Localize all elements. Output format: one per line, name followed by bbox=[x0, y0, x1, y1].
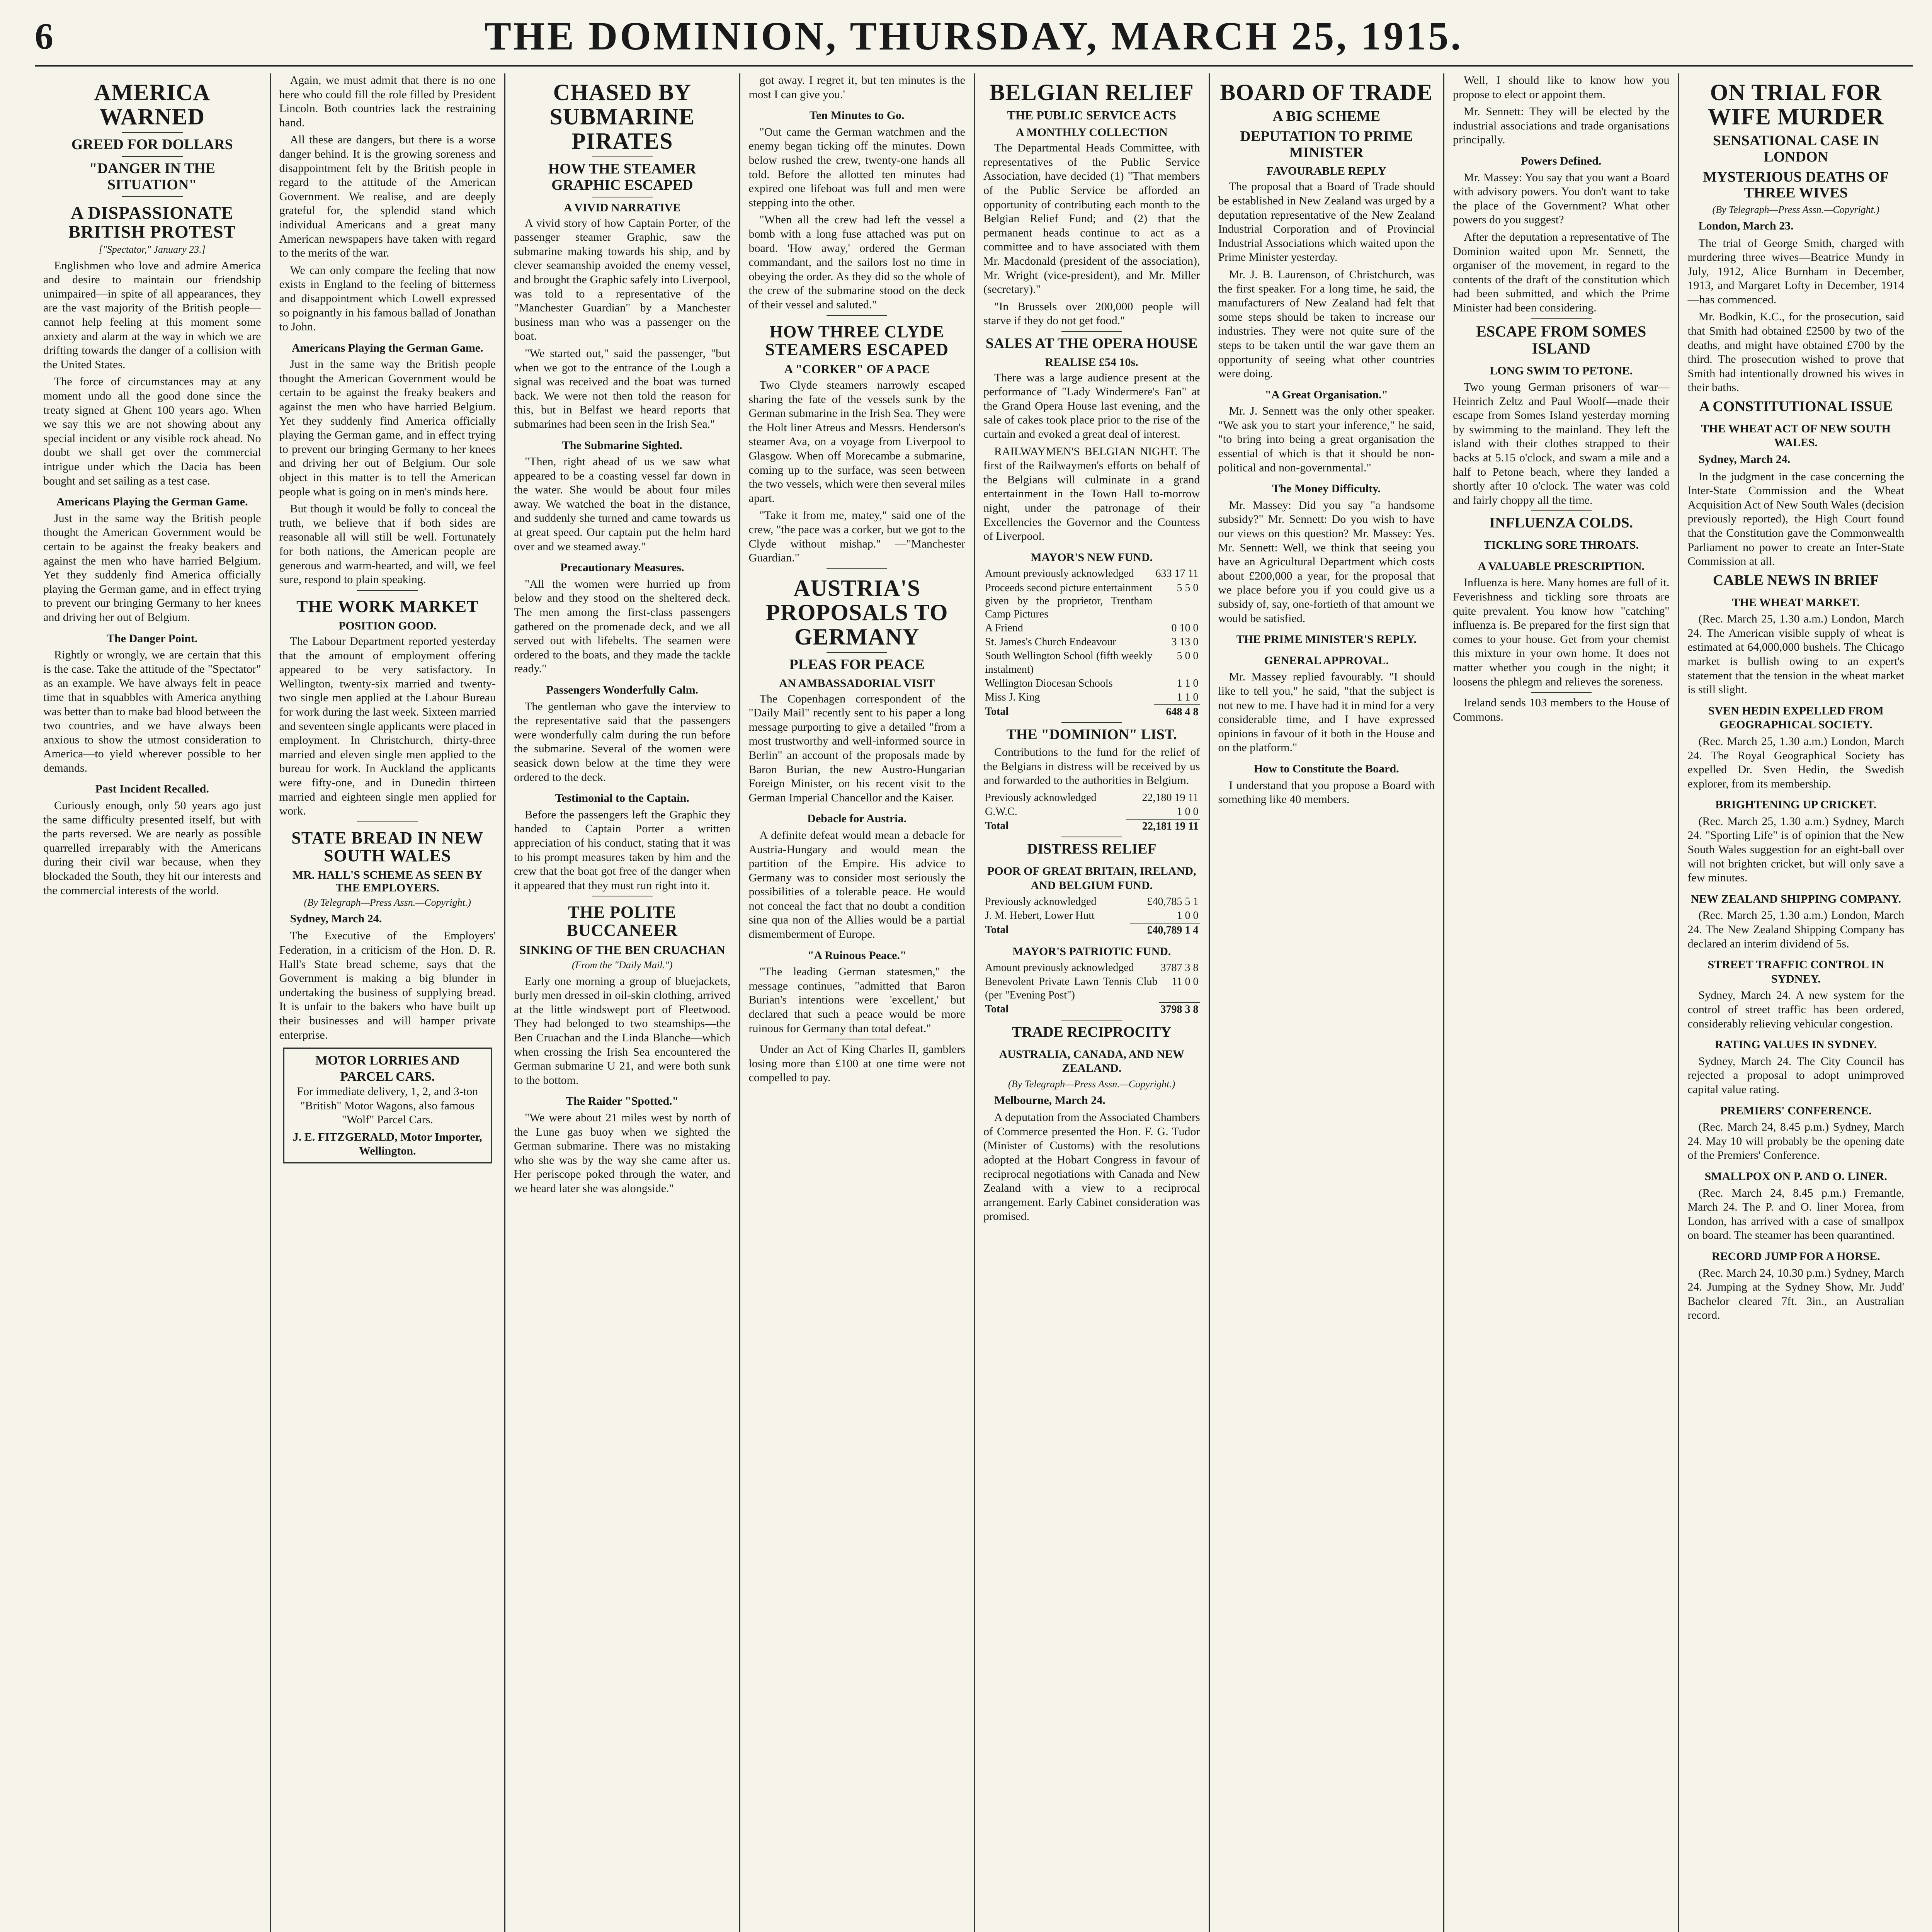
ad-signature: J. E. FITZGERALD, Motor Importer, Wellington. bbox=[293, 1130, 482, 1158]
fund-table bbox=[983, 961, 1200, 1017]
subheadline-corker: A "CORKER" OF A PACE bbox=[784, 362, 930, 376]
subheadline-three-wives: MYSTERIOUS DEATHS OF THREE WIVES bbox=[1703, 168, 1889, 201]
paragraph: Two Clyde steamers narrowly escaped sharing the fate of the vessels sunk by the German submarine in the Irish Sea. They were the Holt liner Atreus and Messrs. Henderson's steamer Ava, on a voyage from Liverpool to Glasgow. When off Morecambe a submarine, coming up to the surface, was seen between the two vessels, which were then several miles apart. bbox=[748, 379, 965, 505]
section-subhead: Americans Playing the German Game. bbox=[56, 495, 248, 509]
fund-row bbox=[983, 567, 1200, 581]
paragraph: Early one morning a group of bluejackets, burly men dressed in oil-skin clothing, arrived at the little windswept port of Fleetwood. They had belonged to two steamships—the Ben Cruachan and the Linda Blanche—which when crossing the Irish Sea encountered the German submarine U 21, and were both sunk to the bottom. bbox=[514, 975, 731, 1087]
fund-label: Previously acknowledged bbox=[985, 791, 1097, 804]
paragraph: Just in the same way the British people thought the American Government would be certain to be against the freaky beakers and against the men who have harried Belgium. Yet they suddenly find America officially playing the German game, and in effect trying to prevent our bringing Germany to her knees and driving her out of Belgium. bbox=[43, 512, 261, 624]
paragraph: Mr. Bodkin, K.C., for the prosecution, said that Smith had obtained £2500 by two of the deaths, and might have obtained £700 by the third. The prosecution wished to prove that Smith had intentionally drowned his wives in their baths. bbox=[1687, 310, 1904, 394]
ad-title: MOTOR LORRIES AND PARCEL CARS. bbox=[315, 1053, 460, 1084]
section-subhead: The Danger Point. bbox=[107, 632, 198, 645]
fund-row bbox=[983, 909, 1200, 923]
fund-label: St. James's Church Endeavour bbox=[985, 636, 1116, 648]
subheadline-long-swim: LONG SWIM TO PETONE. bbox=[1490, 364, 1633, 377]
fund-title: MAYOR'S PATRIOTIC FUND. bbox=[1012, 945, 1171, 958]
divider bbox=[122, 156, 183, 157]
fund-amount: 3787 3 8 bbox=[1160, 962, 1199, 974]
paragraph: "Then, right ahead of us we saw what appeared to be a coasting vessel far down in the water. She would be about four miles away. We watched the boat in the distance, and suddenly she turned and came towards us at great speed. Our captain put the helm hard over and we steamed away." bbox=[514, 455, 731, 553]
headline-america-warned: AMERICA WARNED bbox=[94, 80, 210, 129]
paragraph: Again, we must admit that there is no one here who could fill the role filled by President Lincoln. Both countries lack the restraining hand. bbox=[279, 74, 496, 129]
paragraph: A definite defeat would mean a debacle for Austria-Hungary and would mean the partition of the Empire. His advice to Germany was to consider most seriously the possibilities of a tolerable peace. He would not conceal the fact that no doubt a condition sine qua non of the Allies would be a partial dismemberment of Europe. bbox=[748, 828, 965, 941]
fund-amount: 3 13 0 bbox=[1171, 636, 1199, 648]
fund-row bbox=[983, 975, 1200, 1002]
headline-clyde-steamers: HOW THREE CLYDE STEAMERS ESCAPED bbox=[765, 322, 949, 359]
subheadline-pleas-peace: PLEAS FOR PEACE bbox=[789, 656, 925, 673]
dateline: Melbourne, March 24. bbox=[994, 1094, 1105, 1107]
fund-row bbox=[983, 895, 1200, 909]
subheadline-favourable: FAVOURABLE REPLY bbox=[1266, 165, 1386, 178]
paragraph: Influenza is here. Many homes are full of it. Feverishness and tickling sore throats are quite prevalent. You know how "catching" influenza is. Be prepared for the first sign that comes to your house. Get from your chemist this mixture in your own home. It does not matter whether you cough in the night; it loosens the phlegm and relieves the soreness. bbox=[1453, 576, 1670, 688]
paragraph: Just in the same way the British people thought the American Government would be certain to be against the freaky beakers and against the men who have harried Belgium. Yet they suddenly find America officially playing the German game, and in effect trying to prevent our bringing Germany to her knees and driving her out of Belgium. Our sole object in this matter is to tell the American people what is going on in men's minds here. bbox=[279, 358, 496, 498]
headline-work-market: THE WORK MARKET bbox=[296, 597, 479, 616]
headline-dominion-list: THE "DOMINION" LIST. bbox=[1006, 726, 1177, 743]
column-1 bbox=[35, 73, 270, 1932]
paragraph: (Rec. March 24, 8.45 p.m.) Fremantle, March 24. The P. and O. liner Morea, from London, has arrived with a case of smallpox on board. The steamer has been quarantined. bbox=[1687, 1186, 1904, 1242]
paragraph: Before the passengers left the Graphic they handed to Captain Porter a written appreciation of his conduct, stating that it was to his prompt measures taken by him and the crew that the boat got free of the danger when it appeared that they must run right into it. bbox=[514, 808, 731, 892]
paragraph: (Rec. March 24, 8.45 p.m.) Sydney, March 24. May 10 will probably be the opening date of the Premiers' Conference. bbox=[1687, 1121, 1904, 1162]
paragraph: Mr. Massey: Did you say "a handsome subsidy?" Mr. Sennett: Do you wish to have our views on this question? Mr. Massey: Yes. Mr. Sennett: Well, we think that seeing you have an Agricultural Department which costs about £200,000 a year, for the proposal that we place before you if you could give us a subsidy of, say, one-fortieth of that amount we would be satisfied. bbox=[1218, 498, 1435, 625]
divider bbox=[1531, 318, 1592, 319]
paragraph: We can only compare the feeling that now exists in England to the feeling of bitterness and disappointment which Lowell expressed so poignantly in his famous ballad of Jonathan to John. bbox=[279, 264, 496, 333]
subheadline-narrative: A VIVID NARRATIVE bbox=[564, 201, 681, 214]
subheadline-wheat-act: THE WHEAT ACT OF NEW SOUTH WALES. bbox=[1701, 422, 1891, 449]
subheadline-big-scheme: A BIG SCHEME bbox=[1272, 108, 1381, 124]
headline-wife-murder: ON TRIAL FOR WIFE MURDER bbox=[1708, 80, 1884, 129]
fund-amount: 22,180 19 11 bbox=[1142, 791, 1199, 804]
article-source: ["Spectator," January 23.] bbox=[99, 243, 206, 255]
cable-subhead: BRIGHTENING UP CRICKET. bbox=[1715, 798, 1877, 811]
paragraph: got away. I regret it, but ten minutes is the most I can give you.' bbox=[748, 74, 965, 101]
paragraph: "In Brussels over 200,000 people will starve if they do not get food." bbox=[983, 300, 1200, 327]
headline-polite-buccaneer: THE POLITE BUCCANEER bbox=[566, 903, 678, 940]
fund-row bbox=[983, 819, 1200, 833]
dateline: London, March 23. bbox=[1698, 219, 1794, 232]
fund-amount: £40,789 1 4 bbox=[1130, 923, 1200, 937]
fund-amount: 633 17 11 bbox=[1155, 568, 1199, 580]
column-7 bbox=[1443, 73, 1678, 1932]
fund-table bbox=[983, 895, 1200, 937]
column-4 bbox=[739, 73, 974, 1932]
byline: (By Telegraph—Press Assn.—Copyright.) bbox=[1008, 1078, 1175, 1090]
column-6 bbox=[1209, 73, 1444, 1932]
paragraph: "Out came the German watchmen and the enemy began ticking off the minutes. Down below rushed the crew, twenty-one hands all told. Before the allotted ten minutes had expired one lifeboat was full and men were stepping into the other. bbox=[748, 125, 965, 209]
subheadline-sensational: SENSATIONAL CASE IN LONDON bbox=[1713, 133, 1879, 165]
paragraph: But though it would be folly to conceal the truth, we believe that if both sides are reasonable all will still be well. Fortunately for both nations, the American people are generous and warm-hearted, and will, we feel sure, respond to plain speaking. bbox=[279, 502, 496, 586]
subheadline-poor-fund: POOR OF GREAT BRITAIN, IRELAND, AND BELGIUM FUND. bbox=[987, 864, 1196, 892]
byline: (By Telegraph—Press Assn.—Copyright.) bbox=[1712, 204, 1879, 216]
headline-cable-news: CABLE NEWS IN BRIEF bbox=[1713, 572, 1879, 588]
subheadline-position: POSITION GOOD. bbox=[338, 619, 437, 632]
paragraph: Ireland sends 103 members to the House of Commons. bbox=[1453, 696, 1670, 723]
headline-somes-island: ESCAPE FROM SOMES ISLAND bbox=[1476, 322, 1646, 357]
fund-amount: 1 1 0 bbox=[1177, 677, 1199, 689]
paragraph: A vivid story of how Captain Porter, of the passenger steamer Graphic, saw the submarine making towards his ship, and by clever seamanship avoided the enemy vessel, and brought the Graphic safely into Liverpool, was told to a representative of the "Manchester Guardian" by a Manchester business man who was a passenger on the boat. bbox=[514, 216, 731, 343]
subheadline-danger: "DANGER IN THE SITUATION" bbox=[89, 160, 216, 193]
fund-table bbox=[983, 791, 1200, 833]
headline-constitutional: A CONSTITUTIONAL ISSUE bbox=[1699, 398, 1893, 415]
subheadline-public-service: THE PUBLIC SERVICE ACTS bbox=[1007, 108, 1176, 122]
section-subhead: Past Incident Recalled. bbox=[95, 782, 209, 796]
paragraph: Englishmen who love and admire America and desire to maintain our friendship unimpaired—in spite of all appearances, they are the vast majority of the British people—cannot help feeling at this moment some anxiety and alarm at the way in which we are drifting towards the danger of a collision with the United States. bbox=[43, 259, 261, 371]
section-subhead: "A Great Organisation." bbox=[1265, 388, 1388, 401]
fund-label: Total bbox=[985, 820, 1009, 832]
subheadline-protest: A DISPASSIONATE BRITISH PROTEST bbox=[68, 203, 236, 242]
divider bbox=[122, 196, 183, 197]
advertisement-motor-lorries bbox=[283, 1048, 492, 1163]
paragraph: "We were about 21 miles west by north of the Lune gas buoy when we sighted the German submarine. There was no mistaking who she was by the way she came after us. Her periscope poked through the water, and we heard later she was alongside." bbox=[514, 1111, 731, 1195]
fund-row bbox=[983, 581, 1200, 621]
subheadline-greed: GREED FOR DOLLARS bbox=[71, 136, 233, 153]
divider bbox=[592, 156, 653, 157]
fund-row bbox=[983, 1002, 1200, 1017]
paragraph: Mr. Sennett: They will be elected by the industrial associations and trade organisations principally. bbox=[1453, 105, 1670, 146]
paragraph: Mr. J. Sennett was the only other speaker. "We ask you to start your inference," he said, "to bring into being a great organisation the essential of which is that it should be non-political and non-governmental." bbox=[1218, 405, 1435, 474]
fund-amount: 22,181 19 11 bbox=[1126, 819, 1200, 833]
divider bbox=[1531, 510, 1592, 511]
byline: (From the "Daily Mail.") bbox=[571, 959, 673, 971]
paragraph: (Rec. March 25, 1.30 a.m.) London, March 24. The Royal Geographical Society has expelled Dr. Sven Hedin, the Swedish explorer, from its membership. bbox=[1687, 735, 1904, 790]
paragraph: Two young German prisoners of war—Heinrich Zeltz and Paul Woolf—made their escape from Somes Island yesterday morning by swimming to the mainland. They left the island with their clothes strapped to their backs at 5.15 o'clock, and swam a mile and a half to Petone beach, where they landed a shortly after 10 o'clock. The water was cold and fairly choppy all the time. bbox=[1453, 381, 1670, 507]
section-subhead: THE PRIME MINISTER'S REPLY. bbox=[1236, 633, 1417, 646]
column-2 bbox=[270, 73, 505, 1932]
fund-label: G.W.C. bbox=[985, 805, 1017, 818]
cable-subhead: NEW ZEALAND SHIPPING COMPANY. bbox=[1690, 892, 1901, 905]
fund-label: A Friend bbox=[985, 622, 1023, 634]
paragraph: The force of circumstances may at any moment undo all the good done since the treaty signed at Ghent 100 years ago. When we say this we are not showing about any special incident or any visible rock ahead. No doubt we shall get over the commercial intrigue under which the Dacia has been bought and set sailing as a test case. bbox=[43, 375, 261, 487]
paragraph: (Rec. March 25, 1.30 a.m.) London, March 24. The American visible supply of wheat is estimated at 64,000,000 bushels. The Chicago market is bullish owing to an expert's statement that the tension in the wheat market is still slight. bbox=[1687, 612, 1904, 696]
section-subhead: The Submarine Sighted. bbox=[562, 439, 682, 452]
fund-amount: 5 5 0 bbox=[1177, 582, 1199, 594]
paragraph: The proposal that a Board of Trade should be established in New Zealand was urged by a deputation representative of the New Zealand Industrial Corporation and of Provincial Industrial Associations which waited upon the Prime Minister yesterday. bbox=[1218, 180, 1435, 264]
divider bbox=[827, 652, 887, 653]
byline: (By Telegraph—Press Assn.—Copyright.) bbox=[304, 897, 471, 908]
paragraph: Sydney, March 24. The City Council has rejected a proposal to adopt unimproved capital value rating. bbox=[1687, 1054, 1904, 1096]
paragraph: (Rec. March 25, 1.30 a.m.) London, March 24. The New Zealand Shipping Company has declared an interim dividend of 5s. bbox=[1687, 909, 1904, 950]
masthead bbox=[35, 7, 1913, 67]
section-subhead: Americans Playing the German Game. bbox=[291, 341, 483, 354]
paragraph: Mr. Massey replied favourably. "I should like to tell you," he said, "that the subject is not new to me. I have had it in mind for a very considerable time, and I have expressed opinions in favour of it both in the House and on the platform." bbox=[1218, 670, 1435, 754]
paragraph: Mr. Massey: You say that you want a Board with advisory powers. You don't want to take the place of the Government? What other powers do you suggest? bbox=[1453, 171, 1670, 226]
fund-amount: 1 0 0 bbox=[1177, 805, 1199, 818]
section-subhead: Powers Defined. bbox=[1521, 154, 1602, 167]
fund-label: Amount previously acknowledged bbox=[985, 568, 1134, 580]
subheadline-australia-canada: AUSTRALIA, CANADA, AND NEW ZEALAND. bbox=[999, 1048, 1184, 1075]
fund-label: Miss J. King bbox=[985, 691, 1040, 703]
subheadline-sore-throats: TICKLING SORE THROATS. bbox=[1483, 539, 1639, 552]
headline-influenza: INFLUENZA COLDS. bbox=[1489, 515, 1633, 531]
page-number: 6 bbox=[35, 15, 53, 57]
cable-subhead: SVEN HEDIN EXPELLED FROM GEOGRAPHICAL SOCIETY. bbox=[1708, 704, 1884, 731]
paragraph: The gentleman who gave the interview to the representative said that the passengers were wonderfully calm during the run before the submarine. Several of the women were seasick down below at the time they were ordered to the deck. bbox=[514, 700, 731, 784]
divider bbox=[1531, 692, 1592, 693]
paragraph: (Rec. March 25, 1.30 a.m.) Sydney, March 24. "Sporting Life" is of opinion that the New South Wales suggestion for an eight-ball over will not brighten cricket, but will only save a few minutes. bbox=[1687, 815, 1904, 884]
fund-amount: 11 0 0 bbox=[1172, 976, 1199, 988]
section-subhead: "A Ruinous Peace." bbox=[807, 949, 906, 962]
section-subhead: Precautionary Measures. bbox=[560, 561, 684, 574]
fund-label: Wellington Diocesan Schools bbox=[985, 677, 1113, 689]
paragraph: Well, I should like to know how you propose to elect or appoint them. bbox=[1453, 74, 1670, 101]
divider bbox=[357, 821, 418, 822]
paragraph: After the deputation a representative of The Dominion waited upon Mr. Sennett, the organiser of the movement, in regard to the contents of the draft of the constitution which had been submitted, and which the Prime Minister had been considering. bbox=[1453, 230, 1670, 314]
dateline: Sydney, March 24. bbox=[290, 912, 382, 925]
ad-text: For immediate delivery, 1, 2, and 3-ton "British" Motor Wagons, also famous "Wolf" Parcel Cars. bbox=[297, 1085, 478, 1126]
section-subhead: Testimonial to the Captain. bbox=[555, 792, 689, 805]
subheadline-bread: MR. HALL'S SCHEME AS SEEN BY THE EMPLOYERS. bbox=[292, 869, 483, 895]
section-subhead: Debacle for Austria. bbox=[807, 812, 907, 825]
fund-label: Proceeds second picture entertainment given by the proprietor, Trentham Camp Pictures bbox=[985, 582, 1153, 620]
fund-row bbox=[983, 635, 1200, 649]
newspaper-title: THE DOMINION, THURSDAY, MARCH 25, 1915. bbox=[484, 14, 1463, 58]
subheadline-deputation: DEPUTATION TO PRIME MINISTER bbox=[1240, 128, 1413, 161]
subheadline-monthly: A MONTHLY COLLECTION bbox=[1015, 126, 1168, 139]
divider bbox=[827, 315, 887, 316]
paragraph: "The leading German statesmen," the message continues, "admitted that Baron Burian's intentions were 'excellent,' but declared that such a peace would be more ruinous for Germany than total defeat." bbox=[748, 965, 965, 1035]
headline-distress-relief: DISTRESS RELIEF bbox=[1027, 841, 1156, 857]
fund-amount: 3798 3 8 bbox=[1159, 1002, 1200, 1017]
section-subhead: Ten Minutes to Go. bbox=[809, 109, 905, 122]
column-8 bbox=[1678, 73, 1913, 1932]
fund-label: Total bbox=[985, 1003, 1009, 1015]
paragraph: "Take it from me, matey," said one of the crew, "the pace was a corker, but we got to the Clyde without mishap." —"Manchester Guardian." bbox=[748, 509, 965, 565]
column-3 bbox=[504, 73, 739, 1932]
paragraph: "All the women were hurried up from below and they stood on the sheltered deck. The men among the first-class passengers gathered on the promenade deck, and we all served out with lifebelts. The seamen were ordered to the boats, and they made the tackle ready." bbox=[514, 577, 731, 675]
divider bbox=[357, 590, 418, 591]
page-columns bbox=[35, 73, 1913, 1932]
fund-amount: 1 1 0 bbox=[1177, 691, 1199, 703]
subheadline-graphic: HOW THE STEAMER GRAPHIC ESCAPED bbox=[548, 161, 696, 193]
divider bbox=[827, 568, 887, 569]
fund-row bbox=[983, 649, 1200, 676]
cable-subhead: STREET TRAFFIC CONTROL IN SYDNEY. bbox=[1708, 958, 1884, 985]
headline-board-of-trade: BOARD OF TRADE bbox=[1220, 80, 1433, 105]
paragraph: Sydney, March 24. A new system for the control of street traffic has been ordered, considerably relieving vehicular congestion. bbox=[1687, 989, 1904, 1030]
headline-state-bread: STATE BREAD IN NEW SOUTH WALES bbox=[291, 828, 484, 865]
fund-row bbox=[983, 923, 1200, 937]
cable-subhead: RECORD JUMP FOR A HORSE. bbox=[1711, 1250, 1880, 1263]
paragraph: (Rec. March 24, 10.30 p.m.) Sydney, March 24. Jumping at the Sydney Show, Mr. Judd' Bachelor cleared 7ft. 3in., an Australian record. bbox=[1687, 1266, 1904, 1322]
paragraph: Under an Act of King Charles II, gamblers losing more than £100 at one time were not compelled to pay. bbox=[748, 1043, 965, 1084]
fund-row bbox=[983, 705, 1200, 719]
paragraph: Contributions to the fund for the relief of the Belgians in distress will be received by us and forwarded to the authorities in Belgium. bbox=[983, 745, 1200, 787]
fund-amount: £40,785 5 1 bbox=[1147, 896, 1199, 908]
fund-label: Total bbox=[985, 705, 1009, 718]
cable-subhead: THE WHEAT MARKET. bbox=[1732, 596, 1860, 609]
headline-austria-proposals: AUSTRIA'S PROPOSALS TO GERMANY bbox=[765, 575, 948, 650]
cable-subhead: SMALLPOX ON P. AND O. LINER. bbox=[1704, 1170, 1887, 1183]
fund-table bbox=[983, 567, 1200, 719]
cable-subhead: PREMIERS' CONFERENCE. bbox=[1720, 1104, 1872, 1117]
fund-amount: 648 4 8 bbox=[1154, 705, 1200, 719]
section-subhead: The Raider "Spotted." bbox=[566, 1095, 679, 1108]
section-subhead: Passengers Wonderfully Calm. bbox=[546, 684, 699, 696]
paragraph: RAILWAYMEN'S BELGIAN NIGHT. The first of the Railwaymen's efforts on behalf of the Belgians will culminate in a grand entertainment in the Town Hall to-morrow night, under the patronage of their Excellencies the Governor and the Countess of Liverpool. bbox=[983, 445, 1200, 543]
paragraph: The Labour Department reported yesterday that the amount of employment offering appeared to be very satisfactory. In Wellington, twenty-six married and twenty-two single men applied at the Labour Bureau for work during the last week. Sixteen married and seventeen single applicants were placed in employment. In Christchurch, thirty-three married and eleven single men applied to the bureau for work. In Auckland the applicants were fifty-one, and in Dunedin thirteen married and eighteen single men applied for work. bbox=[279, 634, 496, 818]
paragraph: Curiously enough, only 50 years ago just the same difficulty presented itself, but with the parts reversed. We are nearly as possible quarrelled irreparably with the Americans during their civil war because, when they blockaded the South, they hit our interests and the commercial interests of the world. bbox=[43, 799, 261, 897]
fund-row bbox=[983, 621, 1200, 635]
subheadline-prescription: A VALUABLE PRESCRIPTION. bbox=[1478, 560, 1645, 573]
paragraph: "When all the crew had left the vessel a bomb with a long fuse attached was put on board. 'How away,' ordered the German commandant, and the sailors lost no time in obeying the order. As they did so the whole of the crew of the submarine stood on the deck of their vessel and saluted." bbox=[748, 213, 965, 311]
fund-row bbox=[983, 791, 1200, 805]
section-subhead: GENERAL APPROVAL. bbox=[1264, 654, 1389, 667]
paragraph: I understand that you propose a Board with something like 40 members. bbox=[1218, 779, 1435, 806]
divider bbox=[1061, 722, 1122, 723]
paragraph: The Copenhagen correspondent of the "Daily Mail" recently sent to his paper a long message purporting to give a detailed "from a most trustworthy and well-informed source in Berlin" an account of the proposals made by Baron Burian, the new Austro-Hungarian Foreign Minister, on his recent visit to the German Imperial Chancellor and the Kaiser. bbox=[748, 692, 965, 804]
headline-opera-house: SALES AT THE OPERA HOUSE bbox=[985, 335, 1198, 352]
section-subhead: How to Constitute the Board. bbox=[1253, 762, 1399, 775]
paragraph: The trial of George Smith, charged with murdering three wives—Beatrice Mundy in July, 1912, Alice Burnham in December, 1913, and Margaret Lofty in December, 1914—has commenced. bbox=[1687, 236, 1904, 306]
cable-subhead: RATING VALUES IN SYDNEY. bbox=[1715, 1038, 1877, 1051]
fund-amount: 5 0 0 bbox=[1177, 650, 1199, 662]
paragraph: The Departmental Heads Committee, with representatives of the Public Service Association, have decided (1) "That members of the Public Service be afforded an opportunity of contributing each month to the Belgian Relief Fund; and (2) that the permanent heads continue to act as a committee and to have associated with them Mr. Macdonald (president of the association), Mr. Wright (vice-president), and Mr. Miller (secretary)." bbox=[983, 141, 1200, 296]
fund-amount: 0 10 0 bbox=[1171, 622, 1199, 634]
fund-label: Amount previously acknowledged bbox=[985, 962, 1134, 974]
column-5 bbox=[974, 73, 1209, 1932]
paragraph: Mr. J. B. Laurenson, of Christchurch, was the first speaker. For a long time, he said, the manufacturers of New Zealand had felt that some steps should be taken to increase our industries. They were not quite sure of the steps to be taken until the war gave them an opportunity of seeing what other countries were doing. bbox=[1218, 268, 1435, 380]
paragraph: The Executive of the Employers' Federation, in a criticism of the Hon. D. R. Hall's State bread scheme, says that the Government is making a big blunder in undertaking the business of supplying bread. It is unfair to the bakers who have built up their businesses and will hamper private enterprise. bbox=[279, 929, 496, 1041]
paragraph: "We started out," said the passenger, "but when we got to the entrance of the Lough a signal was received and the boat was turned back. We were not then told the reason for this, but in Belfast we heard reports that submarines had been seen in the Irish Sea." bbox=[514, 347, 731, 430]
fund-row bbox=[983, 677, 1200, 690]
paragraph: All these are dangers, but there is a worse danger behind. It is the growing soreness and disappointment felt by the British people in regard to the attitude of the American Government. We realise, and are deeply grateful for, the splendid stand which individual Americans and a great many American newspapers have taken with regard to the merits of the war. bbox=[279, 133, 496, 260]
fund-row bbox=[983, 961, 1200, 975]
divider bbox=[122, 132, 183, 133]
fund-label: Total bbox=[985, 924, 1009, 936]
subheadline-ambassadorial: AN AMBASSADORIAL VISIT bbox=[779, 677, 935, 690]
fund-label: J. M. Hebert, Lower Hutt bbox=[985, 910, 1095, 922]
headline-belgian-relief: BELGIAN RELIEF bbox=[989, 80, 1194, 105]
headline-trade-reciprocity: TRADE RECIPROCITY bbox=[1012, 1024, 1172, 1040]
headline-submarine-pirates: CHASED BY SUBMARINE PIRATES bbox=[549, 80, 695, 154]
fund-label: Previously acknowledged bbox=[985, 896, 1097, 908]
fund-label: Benevolent Private Lawn Tennis Club (per "Evening Post") bbox=[985, 976, 1158, 1001]
fund-amount: 1 0 0 bbox=[1177, 910, 1199, 922]
paragraph: There was a large audience present at the performance of "Lady Windermere's Fan" at the Grand Opera House last evening, and the sale of cakes took place prior to the rise of the curtain and evoked a great deal of interest. bbox=[983, 371, 1200, 441]
fund-title: MAYOR'S NEW FUND. bbox=[1031, 551, 1153, 564]
fund-row bbox=[983, 690, 1200, 705]
subheadline-realise: REALISE £54 10s. bbox=[1045, 355, 1138, 369]
dateline: Sydney, March 24. bbox=[1698, 453, 1791, 466]
fund-label: South Wellington School (fifth weekly instalment) bbox=[985, 650, 1153, 675]
divider bbox=[1061, 331, 1122, 332]
paragraph: A deputation from the Associated Chambers of Commerce presented the Hon. F. G. Tudor (Minister of Customs) with the resolutions adopted at the Hobart Congress in favour of reciprocal negotiations with Canada and New Zealand with a view to a reciprocal arrangement. Early Cabinet consideration was promised. bbox=[983, 1111, 1200, 1223]
fund-row bbox=[983, 805, 1200, 819]
paragraph: Rightly or wrongly, we are certain that this is the case. Take the attitude of the "Spectator" as an example. We have always felt in peace time that in squabbles with America anything was better than to make bad blood between the two countries, and we have always been anxious to show the utmost consideration to America—to yield wherever possible to her demands. bbox=[43, 648, 261, 774]
subheadline-ben-cruachan: SINKING OF THE BEN CRUACHAN bbox=[519, 942, 725, 957]
section-subhead: The Money Difficulty. bbox=[1272, 482, 1381, 495]
paragraph: In the judgment in the case concerning the Inter-State Commission and the Wheat Acquisition Act of New South Wales (decision previously reported), the High Court found that the Constitution gave the Commonwealth Parliament no power to create an Inter-State Commission at all. bbox=[1687, 470, 1904, 568]
